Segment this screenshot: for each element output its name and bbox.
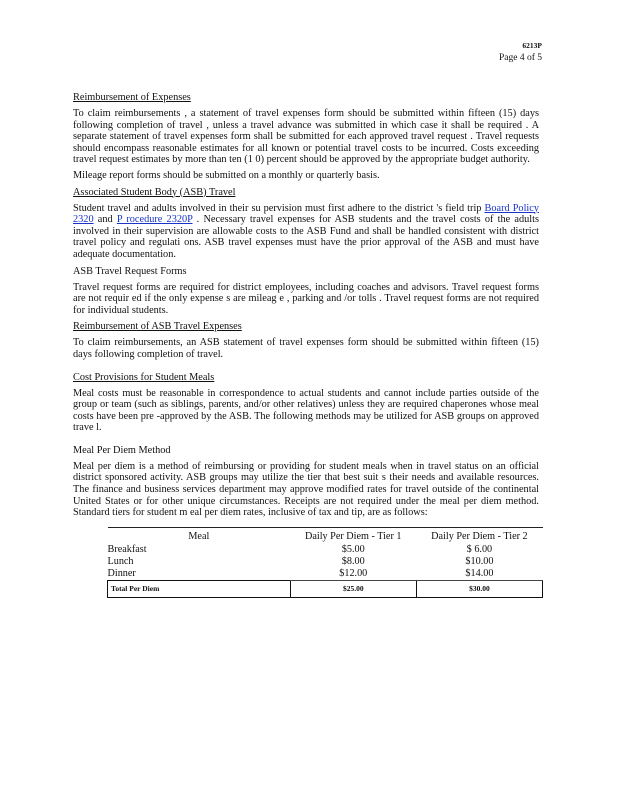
- total-tier2: $30.00: [416, 580, 542, 597]
- table-row: [108, 568, 543, 581]
- section-heading: Meal Per Diem Method: [73, 444, 171, 456]
- paragraph-text: Student travel and adults involved in their su pervision must first adhere to the district 's field trip: [73, 202, 485, 214]
- section-meal-per-diem: [73, 444, 539, 519]
- table-row: [108, 544, 543, 556]
- column-header: Daily Per Diem - Tier 2: [416, 527, 542, 544]
- total-tier1: $25.00: [290, 580, 416, 597]
- column-header: Meal: [108, 527, 291, 544]
- table-row: [108, 556, 543, 568]
- paragraph: Meal costs must be reasonable in correspondence to actual students and cannot include parties outside of the group or team (such as siblings, parents, and/or other relatives) unless they are required chaperones whose meal costs have been pre -approved by the ASB. The following methods may be utilized for ASB groups on approved trave l.: [73, 387, 539, 434]
- table-total-row: [108, 580, 543, 597]
- total-label: Total Per Diem: [108, 580, 291, 597]
- paragraph: To claim reimbursements , a statement of travel expenses form should be submitted within fifteen (15) days following completion of travel , unless a travel advance was submitted in which case it shall be required . A separate statement of travel expenses form shall be submitted for each approved travel request . Travel requests should encompass reasonable estimates for all known or potential travel costs to be incurred. Costs exceeding travel request estimates by more than ten (1 0) percent should be approved by the appropriate budget authority.: [73, 108, 539, 166]
- paragraph: [73, 203, 539, 261]
- tier1-cell: $5.00: [341, 543, 365, 555]
- paragraph: Meal per diem is a method of reimbursing or providing for student meals when in travel status on an official district sponsored activity. ASB groups may utilize the tier that best suit s their needs and available resources. The finance and business services department may approve modified rates for travel outside of the continental United States or for other unique circumstances. Receipts are not required under the meal per diem method. Standard tiers for student m eal per diem rates, inclusive of tax and tip, are as follows:: [73, 460, 539, 519]
- tier2-cell: $10.00: [465, 555, 494, 567]
- section-heading: Reimbursement of ASB Travel Expenses: [73, 321, 242, 333]
- policy-code: 6213P: [522, 41, 542, 50]
- table-header-row: [108, 527, 543, 544]
- paragraph: Mileage report forms should be submitted on a monthly or quarterly basis.: [73, 169, 380, 181]
- meal-cell: Lunch: [107, 555, 134, 567]
- tier2-cell: $ 6.00: [466, 543, 493, 555]
- section-asb-travel: [73, 186, 539, 261]
- section-heading: Cost Provisions for Student Meals: [73, 371, 215, 383]
- paragraph: To claim reimbursements, an ASB statement of travel expenses form should be submitted within fifteen (15) days following completion of travel.: [73, 337, 539, 360]
- column-header: Daily Per Diem - Tier 1: [290, 527, 416, 544]
- procedure-link[interactable]: P rocedure 2320P: [116, 214, 193, 226]
- page-header: [499, 40, 542, 64]
- paragraph-text: and: [93, 214, 117, 226]
- section-heading: Associated Student Body (ASB) Travel: [73, 186, 236, 198]
- section-heading: ASB Travel Request Forms: [73, 265, 187, 277]
- paragraph: Travel request forms are required for district employees, including coaches and advisors. Travel request forms are not requir ed if the only expense s are mileag e , parking and /or tolls . Travel request forms are not required for individual students.: [73, 281, 539, 316]
- document-body: [73, 91, 539, 598]
- meal-cell: Breakfast: [107, 543, 147, 555]
- section-cost-provisions: [73, 371, 539, 434]
- tier1-cell: $12.00: [290, 568, 416, 581]
- page-number: Page 4 of 5: [498, 53, 542, 63]
- section-reimbursement-of-expenses: [73, 91, 539, 182]
- meal-per-diem-table: [107, 527, 543, 598]
- meal-cell: Dinner: [107, 567, 136, 579]
- section-heading: Reimbursement of Expenses: [73, 92, 191, 103]
- section-reimbursement-asb: [73, 320, 539, 360]
- board-policy-link[interactable]: Board Policy 2320: [73, 202, 540, 226]
- tier2-cell: $14.00: [416, 568, 542, 581]
- paragraph-text: . Necessary travel expenses for ASB students and the travel costs of the adults involved in their supervision are allowable costs to the ASB Fund and shall be handled consistent with district travel policy and regulati ons. ASB travel expenses must have the prior approval of the ASB and must have adequate documentation.: [73, 214, 539, 260]
- section-asb-travel-request-forms: [73, 265, 539, 317]
- tier1-cell: $8.00: [341, 555, 365, 567]
